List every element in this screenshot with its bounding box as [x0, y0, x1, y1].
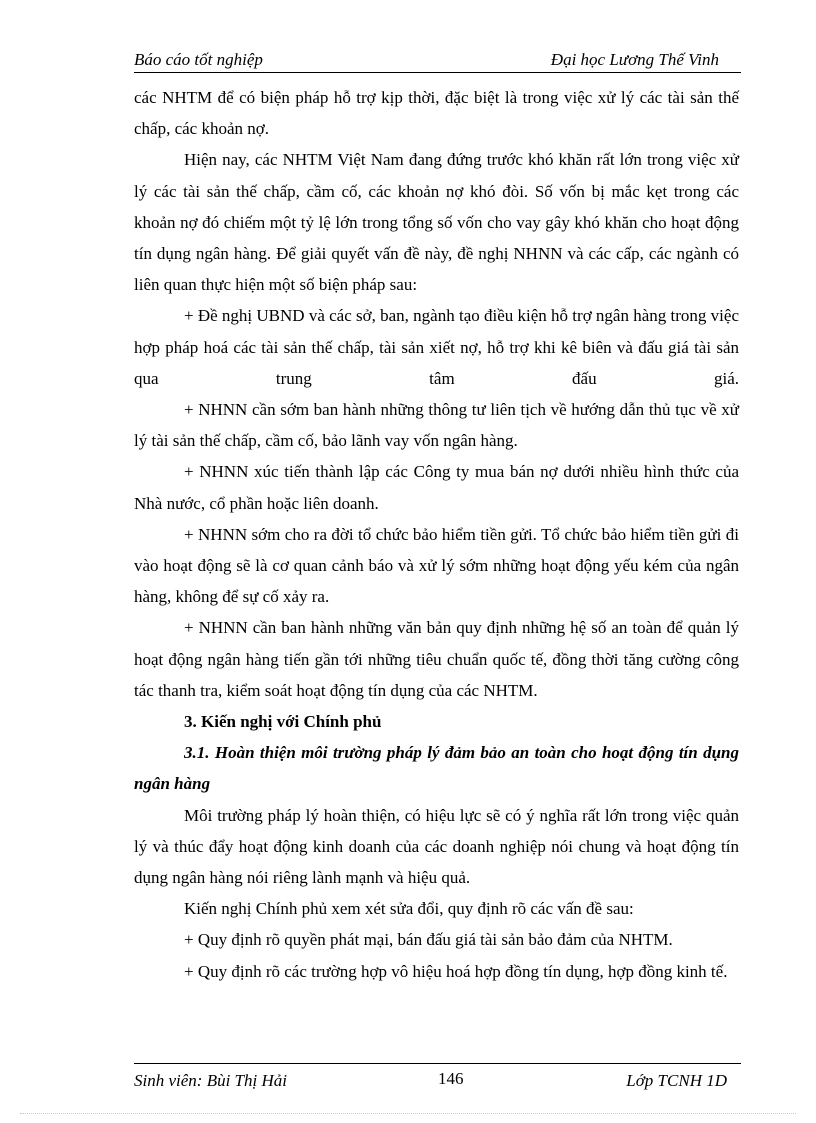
document-body — [134, 82, 739, 987]
paragraph-1: các NHTM để có biện pháp hỗ trợ kịp thời, đặc biệt là trong việc xử lý các tài sản thế chấp, các khoản nợ. — [134, 88, 739, 139]
footer-class: Lớp TCNH 1D — [626, 1071, 727, 1090]
paragraph-11: + Quy định rõ các trường hợp vô hiệu hoá hợp đồng tín dụng, hợp đồng kinh tế. — [184, 961, 728, 981]
paragraph-4: + NHNN cần sớm ban hành những thông tư liên tịch về hướng dẫn thủ tục về xử lý tài sản thế chấp, cầm cố, bảo lãnh vay vốn ngân hàng. — [134, 400, 739, 451]
paragraph-3: + Đề nghị UBND và các sở, ban, ngành tạo điều kiện hỗ trợ ngân hàng trong việc hợp pháp hoá các tài sản thế chấp, tài sản xiết nợ, hỗ trợ khi kê biên và đấu giá tài sản qua trung tâm đấu giá. — [134, 306, 739, 388]
paragraph-5: + NHNN xúc tiến thành lập các Công ty mua bán nợ dưới nhiều hình thức của Nhà nước, cổ phần hoặc liên doanh. — [134, 462, 739, 513]
page-header — [134, 48, 741, 73]
paragraph-2: Hiện nay, các NHTM Việt Nam đang đứng trước khó khăn rất lớn trong việc xử lý các tài sản thế chấp, cầm cố, các khoản nợ khó đòi. Số vốn bị mắc kẹt trong các khoản nợ đó chiếm một tỷ lệ lớn trong tổng số vốn cho vay gây khó khăn cho hoạt động tín dụng ngân hàng. Để giải quyết vấn đề này, đề nghị NHNN và các cấp, các ngành có liên quan thực hiện một số biện pháp sau: — [134, 150, 739, 295]
page-number: 146 — [438, 1069, 464, 1088]
paragraph-10: + Quy định rõ quyền phát mại, bán đấu giá tài sản bảo đảm của NHTM. — [184, 930, 673, 950]
footer-student: Sinh viên: Bùi Thị Hải — [134, 1071, 287, 1090]
bottom-dotted-line — [20, 1113, 796, 1114]
header-university: Đại học Lương Thế Vinh — [550, 50, 719, 69]
paragraph-9: Kiến nghị Chính phủ xem xét sửa đổi, quy định rõ các vấn đề sau: — [184, 899, 634, 919]
paragraph-8: Môi trường pháp lý hoàn thiện, có hiệu lực sẽ có ý nghĩa rất lớn trong việc quản lý và thúc đẩy hoạt động kinh doanh của các doanh nghiệp nói chung và hoạt động tín dụng ngân hàng nói riêng lành mạnh và hiệu quả. — [134, 805, 739, 888]
subsection-heading: 3.1. Hoàn thiện môi trường pháp lý đảm bảo an toàn cho hoạt động tín dụng ngân hàng — [134, 743, 739, 794]
paragraph-7: + NHNN cần ban hành những văn bản quy định những hệ số an toàn để quản lý hoạt động ngân hàng tiến gần tới những tiêu chuẩn quốc tế, đồng thời tăng cường công tác thanh tra, kiểm soát hoạt động tín dụng của các NHTM. — [134, 618, 739, 700]
section-heading: 3. Kiến nghị với Chính phủ — [184, 712, 382, 732]
page-footer — [134, 1063, 741, 1098]
header-report-title: Báo cáo tốt nghiệp — [134, 50, 263, 69]
paragraph-6: + NHNN sớm cho ra đời tổ chức bảo hiểm tiền gửi. Tổ chức bảo hiểm tiền gửi đi vào hoạt động sẽ là cơ quan cảnh báo và xử lý sớm những hoạt động yếu kém của ngân hàng, không để sự cố xảy ra. — [134, 524, 739, 607]
